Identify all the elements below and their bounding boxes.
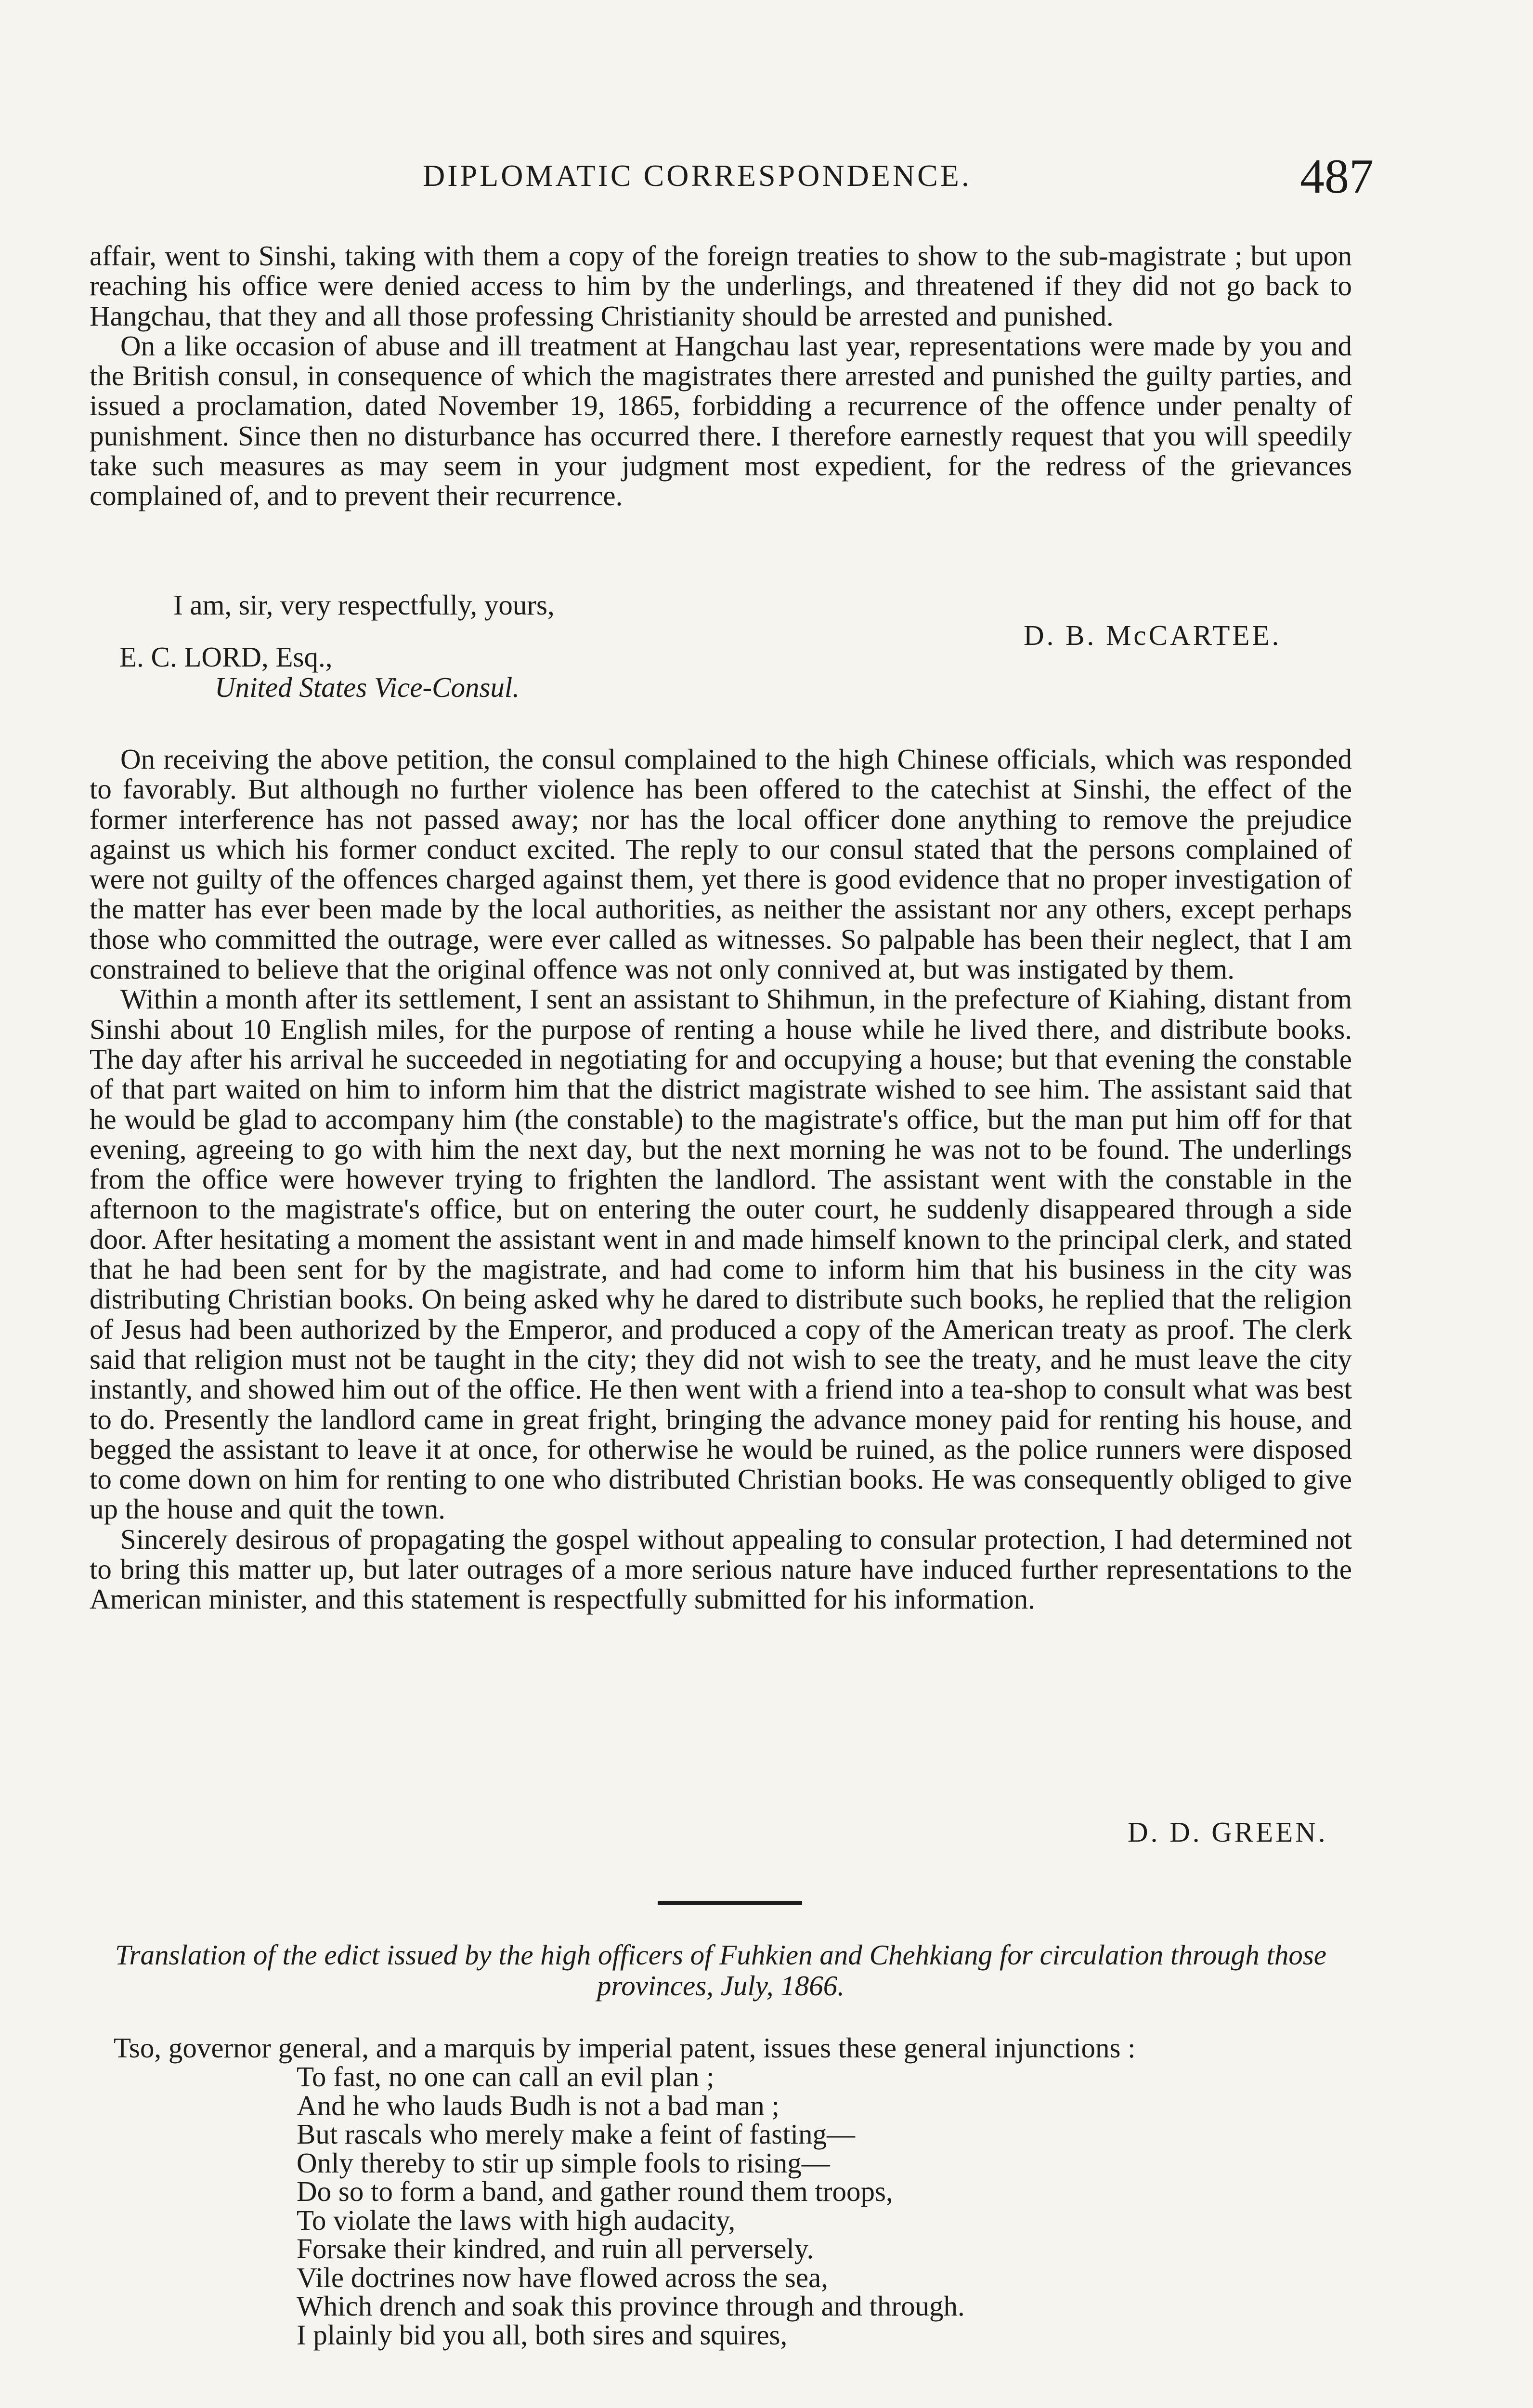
verse-line: Which drench and soak this province through and through. xyxy=(297,2290,965,2322)
verse-line: I plainly bid you all, both sires and squires, xyxy=(297,2318,788,2351)
verse-line: Vile doctrines now have flowed across the sea, xyxy=(297,2261,828,2293)
letter-body xyxy=(90,241,1352,511)
paragraph: On a like occasion of abuse and ill treatment at Hangchau last year, representations were made by you and the British consul, in consequence of which the magistrates there arrested and punished the guilty parties, and issued a proclamation, dated November 19, 1865, forbidding a recurrence of the offence under penalty of punishment. Since then no disturbance has occurred there. I therefore earnestly request that you will speedily take such measures as may seem in your judgment most expedient, for the redress of the grievances complained of, and to prevent their recurrence. xyxy=(90,329,1352,512)
statement-body xyxy=(90,744,1352,1614)
paragraph: affair, went to Sinshi, taking with them a copy of the foreign treaties to show to the sub-magistrate ; but upon reaching his office were denied access to him by the underlings, and threatened if they did not go back to Hangchau, that they and all those professing Christianity should be arrested and punished. xyxy=(90,240,1352,332)
running-title: DIPLOMATIC CORRESPONDENCE. xyxy=(423,158,972,193)
signature-green: D. D. GREEN. xyxy=(1128,1816,1328,1848)
section-divider xyxy=(658,1901,802,1905)
signature-mccartee: D. B. McCARTEE. xyxy=(1024,619,1282,651)
edict-intro: Tso, governor general, and a marquis by imperial patent, issues these general injunctions : xyxy=(114,2032,1136,2064)
verse-line: Do so to form a band, and gather round them troops, xyxy=(297,2175,893,2207)
addressee-name: E. C. LORD, Esq., xyxy=(119,641,333,673)
addressee-title: United States Vice-Consul. xyxy=(215,671,520,703)
page-number: 487 xyxy=(1300,149,1374,204)
verse-line: But rascals who merely make a feint of fasting— xyxy=(297,2118,855,2150)
letter-closing: I am, sir, very respectfully, yours, xyxy=(173,589,555,621)
paragraph: Sincerely desirous of propagating the gospel without appealing to consular protection, I had determined not to bring this matter up, but later outrages of a more serious nature have induced further representations to the American minister, and this statement is respectfully submitted for his information. xyxy=(90,1523,1352,1615)
paragraph: Within a month after its settlement, I sent an assistant to Shihmun, in the prefecture of Kiahing, distant from Sinshi about 10 English miles, for the purpose of renting a house while he lived there, and distribute books. The day after his arrival he succeeded in negotiating for and occupying a house; but that evening the constable of that part waited on him to inform him that the district magistrate wished to see him. The assistant said that he would be glad to accompany him (the constable) to the magistrate's office, but the man put him off for that evening, agreeing to go with him the next day, but the next morning he was not to be found. The underlings from the office were however trying to frighten the landlord. The assistant went with the constable in the afternoon to the magistrate's office, but on entering the outer court, he suddenly disappeared through a side door. After hesitating a moment the assistant went in and made himself known to the principal clerk, and stated that he had been sent for by the magistrate, and had come to inform him that his business in the city was distributing Christian books. On being asked why he dared to distribute such books, he replied that the religion of Jesus had been authorized by the Emperor, and produced a copy of the American treaty as proof. The clerk said that religion must not be taught in the city; they did not wish to see the treaty, and he must leave the city instantly, and showed him out of the office. He then went with a friend into a tea-shop to consult what was best to do. Presently the landlord came in great fright, bringing the advance money paid for renting his house, and begged the assistant to leave it at once, for otherwise he would be ruined, as the police runners were disposed to come down on him for renting to one who distributed Christian books. He was consequently obliged to give up the house and quit the town. xyxy=(90,983,1352,1525)
paragraph: On receiving the above petition, the consul complained to the high Chinese officials, which was responded to favorably. But although no further violence has been offered to the catechist at Sinshi, the effect of the former interference has not passed away; nor has the local officer done anything to remove the prejudice against us which his former conduct excited. The reply to our consul stated that the persons complained of were not guilty of the offences charged against them, yet there is good evidence that no proper investigation of the matter has ever been made by the local authorities, as neither the assistant nor any others, except perhaps those who committed the outrage, were ever called as witnesses. So palpable has been their neglect, that I am constrained to believe that the original offence was not only connived at, but was instigated by them. xyxy=(90,743,1352,985)
verse-line: To fast, no one can call an evil plan ; xyxy=(297,2061,715,2093)
verse-line: And he who lauds Budh is not a bad man ; xyxy=(297,2089,779,2121)
verse-line: To violate the laws with high audacity, xyxy=(297,2204,736,2236)
translation-title: Translation of the edict issued by the high officers of Fuhkien and Chehkiang for circulation through those provinces, July, 1866. xyxy=(115,1939,1326,2002)
page-header xyxy=(0,148,1533,216)
verse-line: Only thereby to stir up simple fools to rising— xyxy=(297,2146,830,2179)
edict-verse xyxy=(297,2063,965,2349)
verse-line: Forsake their kindred, and ruin all perversely. xyxy=(297,2233,814,2264)
